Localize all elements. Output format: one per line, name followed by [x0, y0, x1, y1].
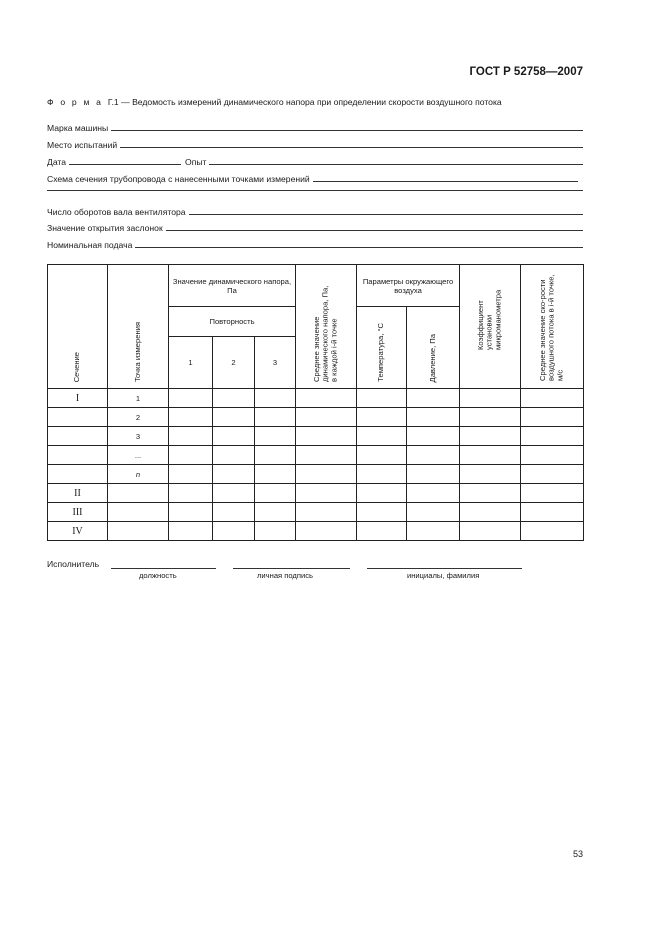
document-id: ГОСТ Р 52758—2007	[469, 66, 583, 78]
cell-value[interactable]	[255, 522, 296, 541]
cell-value[interactable]	[407, 427, 460, 446]
cell-value[interactable]	[357, 465, 407, 484]
header-point: Точка измерения	[108, 265, 169, 389]
initials-caption: инициалы, фамилия	[407, 571, 480, 580]
signature-label: Исполнитель	[47, 559, 100, 569]
cell-value[interactable]	[407, 503, 460, 522]
cell-value[interactable]	[255, 465, 296, 484]
cell-value[interactable]	[169, 503, 213, 522]
cell-section: III	[48, 503, 108, 522]
cell-value[interactable]	[213, 389, 255, 408]
cell-point	[108, 503, 169, 522]
field-label: Дата	[47, 157, 67, 167]
cell-point: n	[108, 465, 169, 484]
cell-value[interactable]	[169, 522, 213, 541]
header-coef: Коэффициент установки микроманометра	[460, 265, 521, 389]
cell-value[interactable]	[296, 446, 357, 465]
cell-value[interactable]	[213, 522, 255, 541]
cell-value[interactable]	[255, 484, 296, 503]
field-label: Номинальная подача	[47, 240, 133, 250]
cell-value[interactable]	[213, 427, 255, 446]
field-nominal-flow	[47, 238, 583, 250]
table-row	[48, 389, 584, 408]
cell-section	[48, 408, 108, 427]
cell-point: 3	[108, 427, 169, 446]
form-title-text: Ведомость измерений динамического напора при определении скорости воздушного потока	[132, 97, 502, 107]
cell-value[interactable]	[296, 484, 357, 503]
fill-line[interactable]	[313, 173, 578, 182]
cell-value[interactable]	[169, 408, 213, 427]
cell-value[interactable]	[357, 446, 407, 465]
cell-point	[108, 484, 169, 503]
fill-line[interactable]	[135, 239, 583, 248]
cell-section	[48, 427, 108, 446]
cell-value[interactable]	[296, 522, 357, 541]
cell-value[interactable]	[255, 408, 296, 427]
cell-value[interactable]	[407, 408, 460, 427]
cell-value[interactable]	[169, 484, 213, 503]
cell-value[interactable]	[521, 522, 584, 541]
table-row	[48, 503, 584, 522]
field-label: Схема сечения трубопровода с нанесенными точками измерений	[47, 174, 310, 184]
cell-value[interactable]	[521, 446, 584, 465]
field-label: Место испытаний	[47, 140, 118, 150]
header-pressure-group: Значение динамического напора, Па	[169, 265, 296, 307]
cell-value[interactable]	[296, 465, 357, 484]
form-code: Г.1 —	[107, 97, 130, 107]
cell-value[interactable]	[460, 427, 521, 446]
field-machine-brand	[47, 121, 583, 133]
field-label: Значение открытия заслонок	[47, 223, 163, 233]
header-repeat-2: 2	[213, 337, 255, 389]
cell-value[interactable]	[460, 446, 521, 465]
cell-value[interactable]	[460, 465, 521, 484]
cell-value[interactable]	[460, 503, 521, 522]
cell-value[interactable]	[460, 389, 521, 408]
cell-value[interactable]	[521, 484, 584, 503]
header-mean-pressure: Среднее значение динамического напора, Па, в каждой i-й точке	[296, 265, 357, 389]
cell-value[interactable]	[213, 503, 255, 522]
fill-line[interactable]	[166, 222, 583, 231]
field-label: Число оборотов вала вентилятора	[47, 207, 186, 217]
fill-line[interactable]	[120, 139, 583, 148]
table-row	[48, 408, 584, 427]
cell-value[interactable]	[407, 522, 460, 541]
fill-line-experiment[interactable]	[209, 156, 583, 165]
cell-value[interactable]	[255, 427, 296, 446]
table-row	[48, 522, 584, 541]
table-row	[48, 484, 584, 503]
field-test-site	[47, 138, 583, 150]
cell-point	[108, 522, 169, 541]
cell-value[interactable]	[213, 408, 255, 427]
cell-value[interactable]	[407, 484, 460, 503]
cell-section: I	[48, 389, 108, 408]
cell-value[interactable]	[169, 446, 213, 465]
cell-value[interactable]	[169, 465, 213, 484]
cell-value[interactable]	[357, 522, 407, 541]
cell-value[interactable]	[357, 389, 407, 408]
header-repeat-1: 1	[169, 337, 213, 389]
header-env-group: Параметры окружающего воздуха	[357, 265, 460, 307]
position-line[interactable]	[111, 568, 216, 569]
header-mean-speed: Среднее значение ско-рости воздушного потока в i-й точке, м/с	[521, 265, 584, 389]
cell-value[interactable]	[169, 389, 213, 408]
cell-value[interactable]	[255, 446, 296, 465]
header-repeat-3: 3	[255, 337, 296, 389]
cell-value[interactable]	[213, 484, 255, 503]
cell-value[interactable]	[460, 408, 521, 427]
cell-value[interactable]	[407, 389, 460, 408]
cell-value[interactable]	[521, 503, 584, 522]
cell-value[interactable]	[357, 427, 407, 446]
cell-point: 2	[108, 408, 169, 427]
header-repeat: Повторность	[169, 307, 296, 337]
fill-line-date[interactable]	[69, 156, 181, 165]
cell-section: IV	[48, 522, 108, 541]
cell-value[interactable]	[521, 389, 584, 408]
table-row	[48, 465, 584, 484]
cell-value[interactable]	[521, 427, 584, 446]
cell-point: ...	[108, 446, 169, 465]
fill-line[interactable]	[189, 206, 583, 215]
cell-value[interactable]	[460, 522, 521, 541]
form-word: Ф о р м а	[47, 97, 104, 107]
field-damper-opening	[47, 221, 583, 233]
cell-value[interactable]	[357, 503, 407, 522]
cell-value[interactable]	[296, 389, 357, 408]
signature-line[interactable]	[233, 568, 350, 569]
page-number: 53	[572, 849, 583, 859]
personal-signature-caption: личная подпись	[257, 571, 313, 580]
header-temperature: Температура, °С	[357, 307, 407, 389]
cell-value[interactable]	[296, 408, 357, 427]
cell-value[interactable]	[296, 427, 357, 446]
table-row	[48, 427, 584, 446]
measurement-table	[47, 264, 584, 541]
cell-value[interactable]	[460, 484, 521, 503]
cell-value[interactable]	[407, 465, 460, 484]
field-label: Марка машины	[47, 123, 109, 133]
fill-line-extra[interactable]	[47, 190, 583, 191]
field-label: Опыт	[185, 157, 207, 167]
cell-value[interactable]	[357, 408, 407, 427]
initials-line[interactable]	[367, 568, 522, 569]
cell-value[interactable]	[357, 484, 407, 503]
cell-value[interactable]	[521, 465, 584, 484]
cell-value[interactable]	[169, 427, 213, 446]
cell-value[interactable]	[296, 503, 357, 522]
cell-value[interactable]	[213, 465, 255, 484]
cell-section	[48, 446, 108, 465]
cell-point: 1	[108, 389, 169, 408]
header-pressure: Давление, Па	[407, 307, 460, 389]
signature-block	[47, 559, 587, 589]
fill-line[interactable]	[111, 122, 583, 131]
cell-value[interactable]	[521, 408, 584, 427]
form-title	[47, 97, 502, 107]
cell-value[interactable]	[213, 446, 255, 465]
cell-value[interactable]	[255, 503, 296, 522]
field-date-experiment	[47, 155, 583, 167]
cell-section: II	[48, 484, 108, 503]
table-row	[48, 446, 584, 465]
header-section: Сечение	[48, 265, 108, 389]
cell-section	[48, 465, 108, 484]
position-caption: должность	[139, 571, 177, 580]
cell-value[interactable]	[255, 389, 296, 408]
field-fan-speed	[47, 205, 583, 217]
field-section-scheme	[47, 172, 578, 184]
cell-value[interactable]	[407, 446, 460, 465]
